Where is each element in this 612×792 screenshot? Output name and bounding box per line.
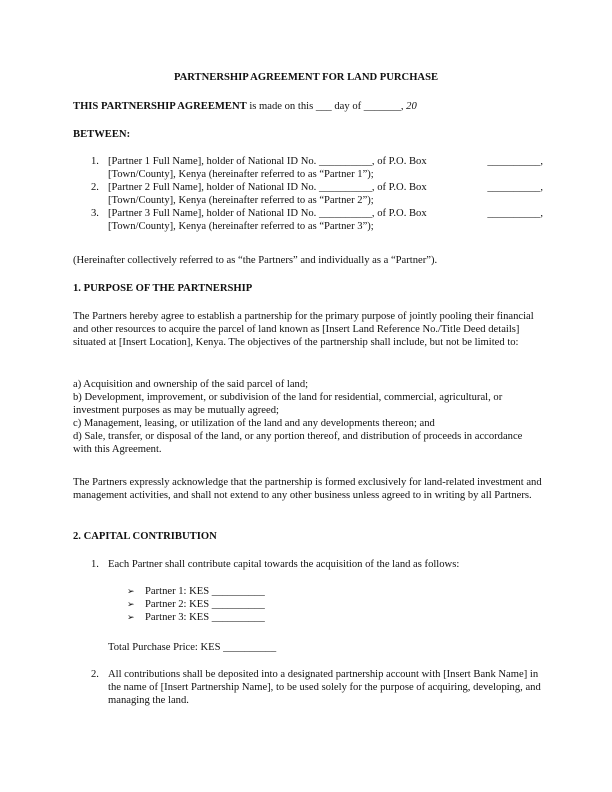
- party-line1: [Partner 2 Full Name], holder of National ID No. __________, of P.O. Box: [108, 182, 427, 193]
- clause-number: 1.: [91, 559, 99, 570]
- section1-heading: 1. PURPOSE OF THE PARTNERSHIP: [73, 283, 253, 294]
- arrow-bullet-icon: ➢: [127, 612, 135, 622]
- clause-number: 2.: [91, 669, 99, 680]
- contributions-list: [127, 585, 265, 624]
- contribution-item: [127, 585, 265, 598]
- collective-note: (Hereinafter collectively referred to as “the Partners” and individually as a “Partner”).: [73, 255, 438, 266]
- between-label: BETWEEN:: [73, 129, 131, 140]
- document-title: PARTNERSHIP AGREEMENT FOR LAND PURCHASE: [173, 72, 439, 83]
- agreement-intro: [73, 100, 417, 113]
- total-purchase-price: Total Purchase Price: KES __________: [108, 642, 277, 653]
- section1-paragraph1: The Partners hereby agree to establish a partnership for the primary purpose of jointly pooling their financial and other resources to acquire the parcel of land known as [Insert Land Reference No./Title Deed details] situated at [Insert Location], Kenya. The objectives of the partnership shall include, but not be limited to:: [73, 311, 534, 348]
- contribution-item: [127, 598, 265, 611]
- arrow-bullet-icon: ➢: [127, 586, 135, 596]
- party-item: [73, 207, 543, 233]
- parties-list: [73, 155, 543, 233]
- objective-item: a) Acquisition and ownership of the said parcel of land;: [73, 379, 309, 390]
- party-line2: [Town/County], Kenya (hereinafter referred to as “Partner 1”);: [108, 169, 374, 180]
- contribution-item: [127, 611, 265, 624]
- party-number: 3.: [91, 208, 99, 219]
- party-number: 2.: [91, 182, 99, 193]
- intro-year: 20: [406, 101, 417, 112]
- party-pobox-blank: __________,: [487, 208, 543, 219]
- party-item: [73, 181, 543, 207]
- party-item: [73, 155, 543, 181]
- party-line2: [Town/County], Kenya (hereinafter referred to as “Partner 2”);: [108, 195, 374, 206]
- contribution-label: Partner 2: KES __________: [145, 599, 265, 610]
- party-line1: [Partner 3 Full Name], holder of National ID No. __________, of P.O. Box: [108, 208, 427, 219]
- contribution-label: Partner 1: KES __________: [145, 586, 265, 597]
- objective-item: d) Sale, transfer, or disposal of the land, or any portion thereof, and distribution of proceeds in accordance with this Agreement.: [73, 431, 523, 455]
- party-pobox-blank: __________,: [487, 156, 543, 167]
- objective-item: c) Management, leasing, or utilization of the land and any developments thereon; and: [73, 418, 435, 429]
- section2-heading: 2. CAPITAL CONTRIBUTION: [73, 531, 217, 542]
- arrow-bullet-icon: ➢: [127, 599, 135, 609]
- contribution-label: Partner 3: KES __________: [145, 612, 265, 623]
- objectives-list: [73, 378, 543, 456]
- objective-item: b) Development, improvement, or subdivision of the land for residential, commercial, agricultural, or investment purposes as may be mutually agreed;: [73, 392, 503, 416]
- clause-text: Each Partner shall contribute capital towards the acquisition of the land as follows:: [108, 559, 460, 570]
- party-line1: [Partner 1 Full Name], holder of National ID No. __________, of P.O. Box: [108, 156, 427, 167]
- party-number: 1.: [91, 156, 99, 167]
- section1-paragraph2: The Partners expressly acknowledge that the partnership is formed exclusively for land-related investment and management activities, and shall not extend to any other business unless agreed to in writing by all Partners.: [73, 477, 542, 501]
- party-pobox-blank: __________,: [487, 182, 543, 193]
- intro-bold-lead: THIS PARTNERSHIP AGREEMENT: [73, 101, 247, 112]
- clause-text: All contributions shall be deposited into a designated partnership account with [Insert Bank Name] in the name of [Insert Partnership Name], to be used solely for the purpose of acquiring, developing, and managing the land.: [108, 669, 541, 706]
- party-line2: [Town/County], Kenya (hereinafter referred to as “Partner 3”);: [108, 221, 374, 232]
- intro-text: is made on this ___ day of _______,: [246, 101, 407, 112]
